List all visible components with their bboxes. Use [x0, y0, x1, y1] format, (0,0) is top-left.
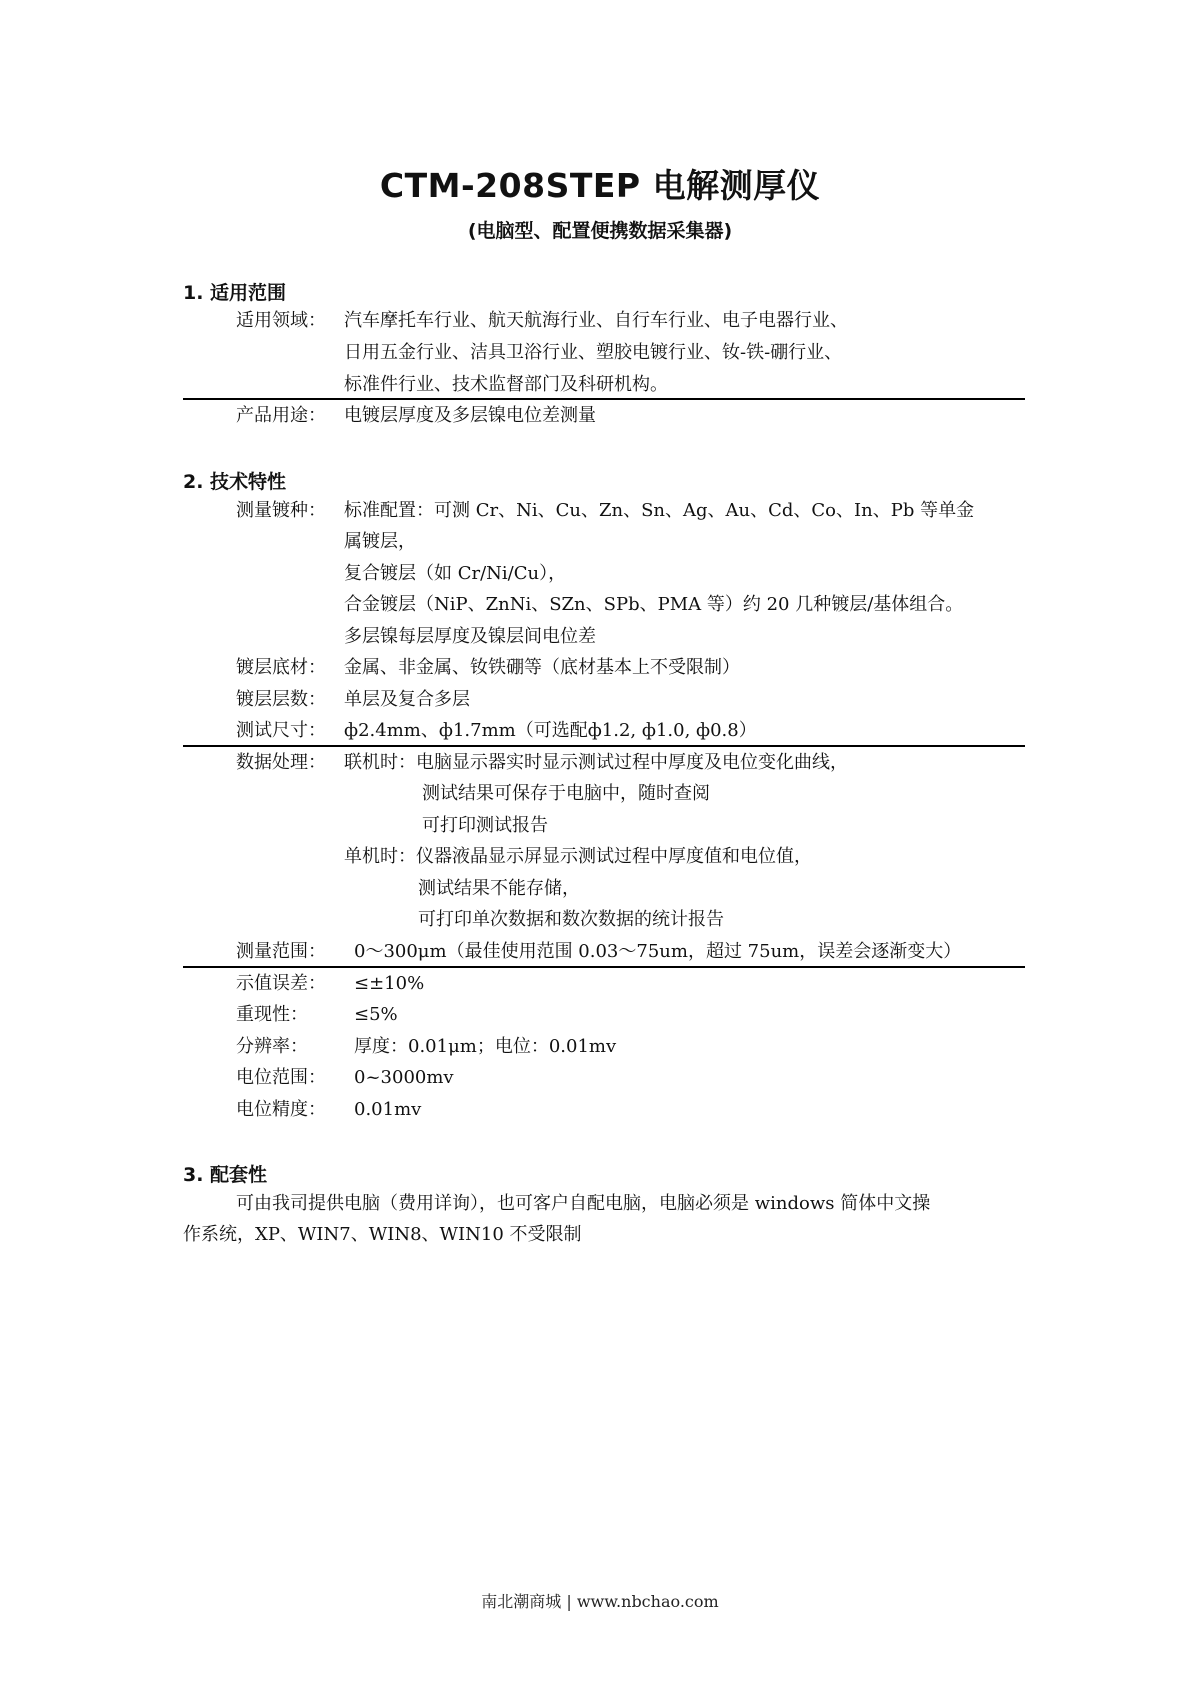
use-label: 产品用途： [236, 405, 326, 426]
field-line-2: 日用五金行业、洁具卫浴行业、塑胶电镀行业、钕-铁-硼行业、 [344, 342, 843, 363]
error-value: ≤±10% [354, 973, 425, 994]
plating-line-5: 多层镍每层厚度及镍层间电位差 [344, 626, 596, 647]
standalone-line-3: 可打印单次数据和数次数据的统计报告 [418, 909, 724, 930]
potential-range-label: 电位范围： [236, 1067, 326, 1088]
field-line-1: 汽车摩托车行业、航天航海行业、自行车行业、电子电器行业、 [344, 310, 848, 331]
online-line-1: 联机时：电脑显示器实时显示测试过程中厚度及电位变化曲线， [344, 752, 848, 773]
size-label: 测试尺寸： [236, 720, 326, 741]
plating-line-3: 复合镀层（如 Cr/Ni/Cu）， [344, 563, 567, 584]
range-value: 0～300μm（最佳使用范围 0.03～75um，超过 75um，误差会逐渐变大） [354, 941, 962, 962]
size-value: ф2.4mm、ф1.7mm（可选配ф1.2, ф1.0, ф0.8） [344, 720, 757, 741]
divider [183, 966, 1025, 968]
plating-line-1: 标准配置：可测 Cr、Ni、Cu、Zn、Sn、Ag、Au、Cd、Co、In、Pb 等单金 [344, 500, 975, 521]
use-value: 电镀层厚度及多层镍电位差测量 [344, 405, 596, 426]
divider [183, 398, 1025, 400]
standalone-line-1: 单机时：仪器液晶显示屏显示测试过程中厚度值和电位值， [344, 846, 812, 867]
resolution-value: 厚度：0.01μm；电位：0.01mv [354, 1036, 617, 1057]
divider [183, 745, 1025, 747]
range-label: 测量范围： [236, 941, 326, 962]
support-paragraph-line-1: 可由我司提供电脑（费用详询），也可客户自配电脑，电脑必须是 windows 简体中文操 [236, 1193, 931, 1214]
plating-line-2: 属镀层， [344, 531, 416, 552]
repeatability-value: ≤5% [354, 1004, 398, 1025]
substrate-value: 金属、非金属、钕铁硼等（底材基本上不受限制） [344, 657, 740, 678]
plating-label: 测量镀种： [236, 500, 326, 521]
support-paragraph-line-2: 作系统，XP、WIN7、WIN8、WIN10 不受限制 [183, 1224, 582, 1245]
standalone-line-2: 测试结果不能存储， [418, 878, 580, 899]
data-processing-label: 数据处理： [236, 752, 326, 773]
potential-range-value: 0~3000mv [354, 1067, 454, 1088]
plating-line-4: 合金镀层（NiP、ZnNi、SZn、SPb、PMA 等）约 20 几种镀层/基体组合。 [344, 594, 964, 615]
field-line-3: 标准件行业、技术监督部门及科研机构。 [344, 374, 668, 395]
section-2-heading: 2. 技术特性 [183, 471, 287, 493]
resolution-label: 分辨率： [236, 1036, 308, 1057]
repeatability-label: 重现性： [236, 1004, 308, 1025]
page-footer: 南北潮商城 | www.nbchao.com [481, 1592, 719, 1611]
potential-accuracy-value: 0.01mv [354, 1099, 422, 1120]
online-line-2: 测试结果可保存于电脑中，随时查阅 [422, 783, 710, 804]
section-3-heading: 3. 配套性 [183, 1164, 268, 1186]
layers-label: 镀层层数： [236, 689, 326, 710]
layers-value: 单层及复合多层 [344, 689, 470, 710]
error-label: 示值误差： [236, 973, 326, 994]
substrate-label: 镀层底材： [236, 657, 326, 678]
online-line-3: 可打印测试报告 [422, 815, 548, 836]
document-title: CTM-208STEP 电解测厚仪 [379, 166, 821, 205]
document-subtitle: (电脑型、配置便携数据采集器) [467, 220, 733, 242]
potential-accuracy-label: 电位精度： [236, 1099, 326, 1120]
field-label: 适用领域： [236, 310, 326, 331]
section-1-heading: 1. 适用范围 [183, 282, 287, 304]
